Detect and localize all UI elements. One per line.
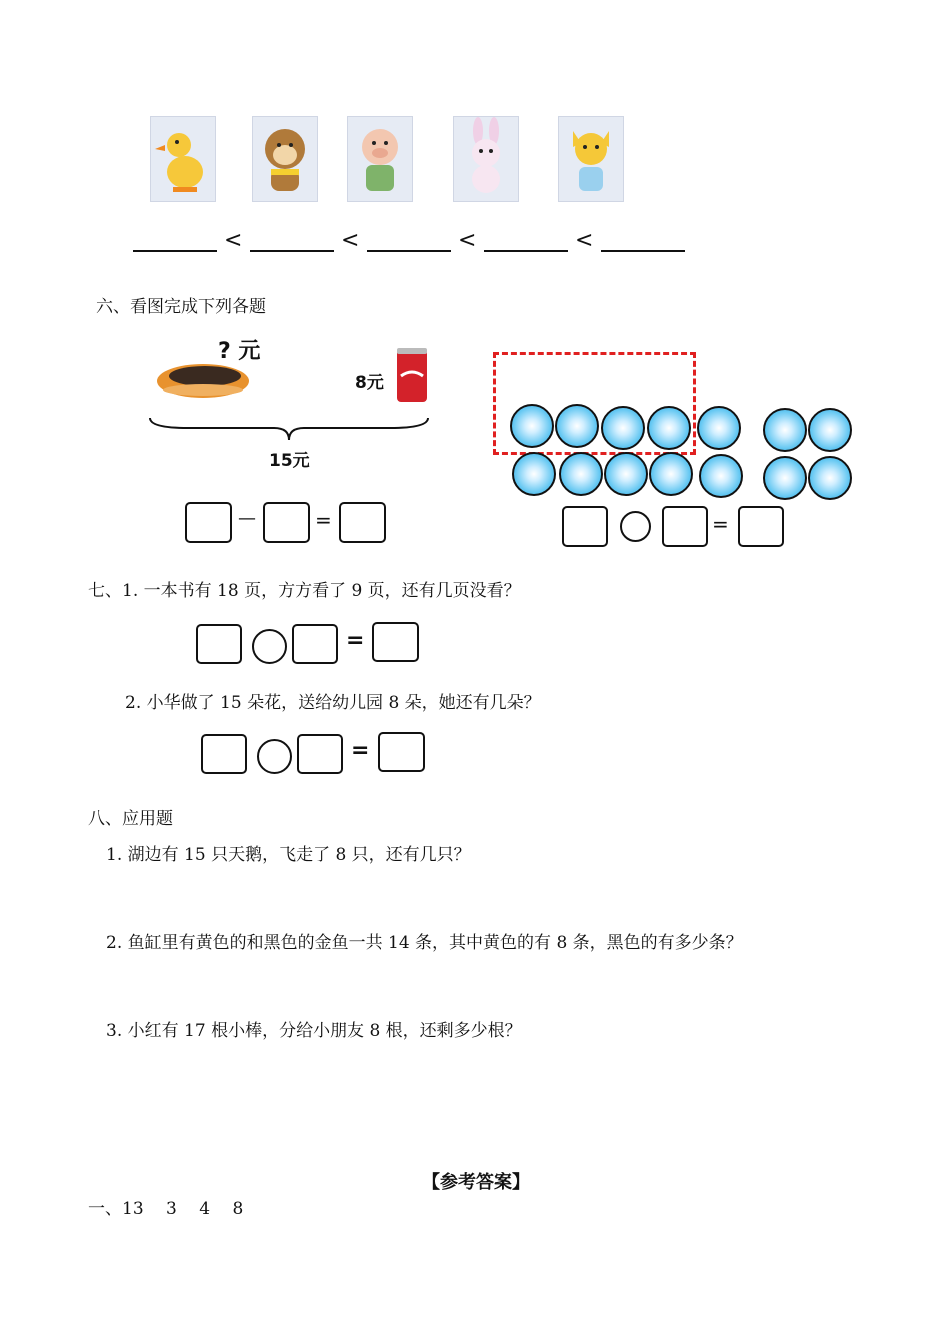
duck-icon xyxy=(150,116,216,202)
answer-box-6a-3[interactable] xyxy=(339,502,386,543)
section8-q3: 3. 小红有 17 根小棒，分给小朋友 8 根，还剩多少根？ xyxy=(106,1021,522,1041)
ball xyxy=(604,452,648,496)
less-than-4: < xyxy=(575,228,594,253)
monkey-icon xyxy=(252,116,318,202)
minus-sign: — xyxy=(238,508,256,529)
answer-box-7b-1[interactable] xyxy=(201,734,247,774)
less-than-2: < xyxy=(341,228,360,253)
order-blank-5[interactable] xyxy=(601,250,685,252)
price-unknown: ? 元 xyxy=(218,339,261,364)
answer-box-7a-2[interactable] xyxy=(292,624,338,664)
ball xyxy=(512,452,556,496)
section7-q1: 七、1. 一本书有 18 页，方方看了 9 页，还有几页没看？ xyxy=(88,581,521,601)
equals-sign-7a: = xyxy=(346,628,365,653)
ball xyxy=(647,406,691,450)
cola-can-icon xyxy=(395,346,429,404)
answers-title: 【参考答案】 xyxy=(422,1172,530,1193)
section7-q2: 2. 小华做了 15 朵花，送给幼儿园 8 朵，她还有几朵？ xyxy=(125,693,541,713)
order-blank-1[interactable] xyxy=(133,250,217,252)
ball xyxy=(697,406,741,450)
ball xyxy=(649,452,693,496)
answer-box-7a-1[interactable] xyxy=(196,624,242,664)
answer-box-7b-3[interactable] xyxy=(378,732,425,772)
answer-box-6a-1[interactable] xyxy=(185,502,232,543)
pig-icon xyxy=(347,116,413,202)
answer-box-6b-2[interactable] xyxy=(662,506,708,547)
section8-q2: 2. 鱼缸里有黄色的和黑色的金鱼一共 14 条，其中黄色的有 8 条，黑色的有多少条？ xyxy=(106,933,743,953)
section8-title: 八、应用题 xyxy=(88,809,173,829)
operator-circle-6b[interactable] xyxy=(620,511,651,542)
equals-sign-6b: = xyxy=(712,512,729,536)
less-than-3: < xyxy=(458,228,477,253)
ball xyxy=(559,452,603,496)
answers-line-1: 一、13 3 4 8 xyxy=(88,1199,244,1219)
section6-title: 六、看图完成下列各题 xyxy=(96,297,266,317)
answer-box-7b-2[interactable] xyxy=(297,734,343,774)
ball xyxy=(808,456,852,500)
equals-sign-7b: = xyxy=(351,738,370,763)
answer-box-7a-3[interactable] xyxy=(372,622,419,662)
ball xyxy=(601,406,645,450)
section8-q1: 1. 湖边有 15 只天鹅，飞走了 8 只，还有几只？ xyxy=(106,845,471,865)
ball xyxy=(763,456,807,500)
ball xyxy=(699,454,743,498)
order-blank-3[interactable] xyxy=(367,250,451,252)
ball xyxy=(510,404,554,448)
ball xyxy=(555,404,599,448)
cola-price: 8元 xyxy=(355,373,384,393)
order-blank-2[interactable] xyxy=(250,250,334,252)
total-price: 15元 xyxy=(269,451,310,471)
answer-box-6a-2[interactable] xyxy=(263,502,310,543)
equals-sign-6a: = xyxy=(315,508,332,532)
operator-circle-7b[interactable] xyxy=(257,739,292,774)
operator-circle-7a[interactable] xyxy=(252,629,287,664)
answer-box-6b-1[interactable] xyxy=(562,506,608,547)
ball xyxy=(763,408,807,452)
total-brace xyxy=(148,414,430,444)
rabbit-icon xyxy=(453,116,519,202)
order-blank-4[interactable] xyxy=(484,250,568,252)
ball xyxy=(808,408,852,452)
less-than-1: < xyxy=(224,228,243,253)
answer-box-6b-3[interactable] xyxy=(738,506,784,547)
cat-icon xyxy=(558,116,624,202)
